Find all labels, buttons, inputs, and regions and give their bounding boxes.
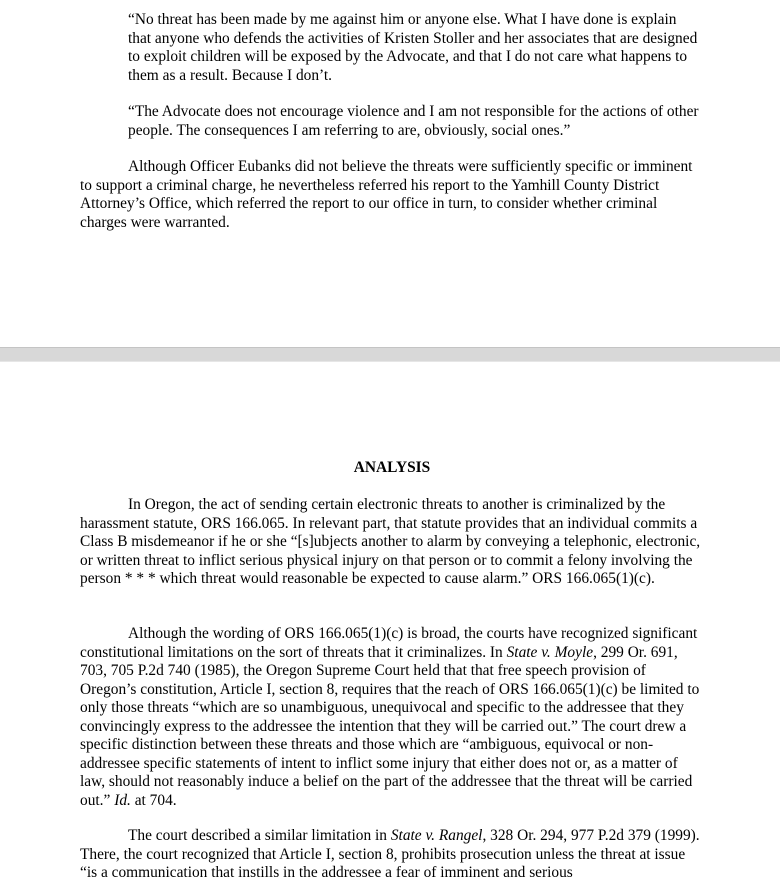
section-heading-analysis: ANALYSIS — [353, 459, 431, 476]
block-quote-1: “No threat has been made by me against him or anyone else. What I have done is explain that anyone who defends the activities of Kristen Stoller and her associates that are designed to exploit children will be exposed by the Advocate, and that I do not care what happens to them as a result. Because I don’t. — [128, 11, 698, 84]
paragraph-text: , 328 Or. 294, 977 P.2d 379 (1999). There, the court recognized that Article I, section 8, prohibits prosecution unless the threat at issue “is a communication that instills in the addressee a fear of imminent and serious — [80, 827, 700, 881]
document-page-1 — [0, 0, 780, 347]
case-citation-moyle: State v. Moyle — [506, 643, 594, 661]
paragraph-text: The court described a similar limitation in — [128, 827, 391, 844]
paragraph-text: Although the wording of ORS 166.065(1)(c) is broad, the courts have recognized significant constitutional limitations on the sort of threats that it criminalizes. In — [80, 625, 698, 661]
case-citation-rangel: State v. Rangel — [390, 827, 483, 844]
body-paragraph-rangel — [80, 827, 702, 883]
paragraph-text: , 299 Or. 691, 703, 705 P.2d 740 (1985), the Oregon Supreme Court held that that free speech provision of Oregon’s constitution, Article I, section 8, requires that the reach of ORS 166.065(1)(c) be limited to only those threats “which are so unambiguous, unequivocal and specific to the addressee that they convincingly express to the addressee the intention that they will be carried out.” The court drew a specific distinction between these threats and those which are “ambiguous, equivocal or non-addressee specific statements of intent to inflict some injury that either does not or, as a matter of law, should not reasonably induce a belief on the part of the addressee that the threat will be carried out.” — [80, 643, 700, 809]
id-citation: Id. — [114, 791, 131, 809]
body-paragraph-eubanks: Although Officer Eubanks did not believe the threats were sufficiently specific or imminent to support a criminal charge, he nevertheless referred his report to the Yamhill County District Attorney’s Office, which referred the report to our office in turn, to consider whether criminal charges were warranted. — [80, 158, 693, 231]
paragraph-text: at 704. — [130, 791, 177, 809]
body-paragraph-harassment-statute: In Oregon, the act of sending certain electronic threats to another is criminalized by the harassment statute, ORS 166.065. In relevant part, that statute provides that an individual commits a Class B misdemeanor if he or she “[s]ubjects another to alarm by conveying a telephonic, electronic, or written threat to inflict serious physical injury on that person or to commit a felony involving the person * * * which threat would reasonable be expected to cause alarm.” ORS 166.065(1)(c). — [80, 496, 701, 587]
page-separator — [0, 347, 780, 362]
document-page-2 — [0, 362, 780, 884]
block-quote-2: “The Advocate does not encourage violence and I am not responsible for the actions of other people. The consequences I am referring to are, obviously, social ones.” — [128, 103, 699, 139]
body-paragraph-moyle — [80, 625, 702, 810]
